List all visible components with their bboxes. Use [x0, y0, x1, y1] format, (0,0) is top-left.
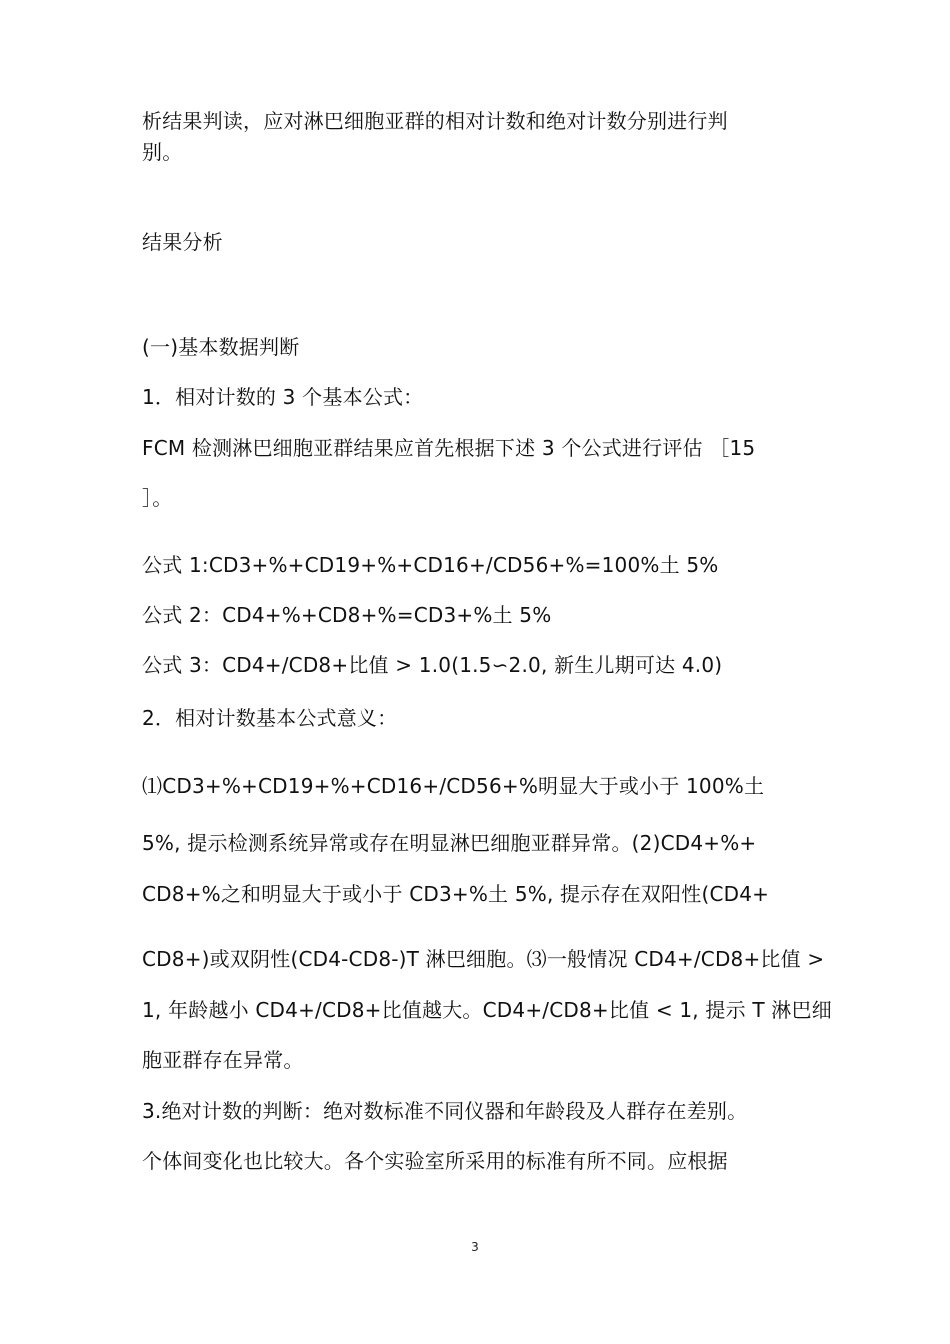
formula-line: 公式 3：CD4+/CD8+比值 > 1.0(1.5∽2.0, 新生儿期可达 4.0): [142, 653, 723, 677]
formula-line: 公式 1:CD3+%+CD19+%+CD16+/CD56+%=100%土 5%: [142, 553, 719, 577]
subsection-heading: (一)基本数据判断: [142, 335, 300, 359]
paragraph-line: 3.绝对计数的判断：绝对数标准不同仪器和年龄段及人群存在差别。: [142, 1099, 748, 1123]
section-heading: 结果分析: [142, 230, 223, 254]
paragraph-line: ⑴CD3+%+CD19+%+CD16+/CD56+%明显大于或小于 100%土: [142, 774, 765, 798]
paragraph-line: CD8+)或双阴性(CD4-CD8-)T 淋巴细胞。⑶一般情况 CD4+/CD8+比值 >: [142, 947, 825, 971]
paragraph-line: 胞亚群存在异常。: [142, 1048, 304, 1072]
list-item-heading: 1．相对计数的 3 个基本公式：: [142, 385, 424, 409]
paragraph-line: 个体间变化也比较大。各个实验室所采用的标准有所不同。应根据: [142, 1149, 728, 1173]
paragraph-line: 5%, 提示检测系统异常或存在明显淋巴细胞亚群异常。(2)CD4+%+: [142, 831, 757, 855]
paragraph-line: FCM 检测淋巴细胞亚群结果应首先根据下述 3 个公式进行评估 ［15: [142, 436, 756, 460]
paragraph-line: 1, 年龄越小 CD4+/CD8+比值越大。CD4+/CD8+比值 < 1, 提示 T 淋巴细: [142, 998, 832, 1022]
formula-line: 公式 2：CD4+%+CD8+%=CD3+%土 5%: [142, 603, 552, 627]
page-number: 3: [471, 1240, 479, 1254]
paragraph-line: 析结果判读，应对淋巴细胞亚群的相对计数和绝对计数分别进行判: [142, 109, 728, 133]
paragraph-line: ］。: [142, 486, 173, 510]
paragraph-line: CD8+%之和明显大于或小于 CD3+%土 5%, 提示存在双阳性(CD4+: [142, 882, 770, 906]
paragraph-line: 别。: [142, 140, 183, 164]
list-item-heading: 2．相对计数基本公式意义：: [142, 706, 398, 730]
